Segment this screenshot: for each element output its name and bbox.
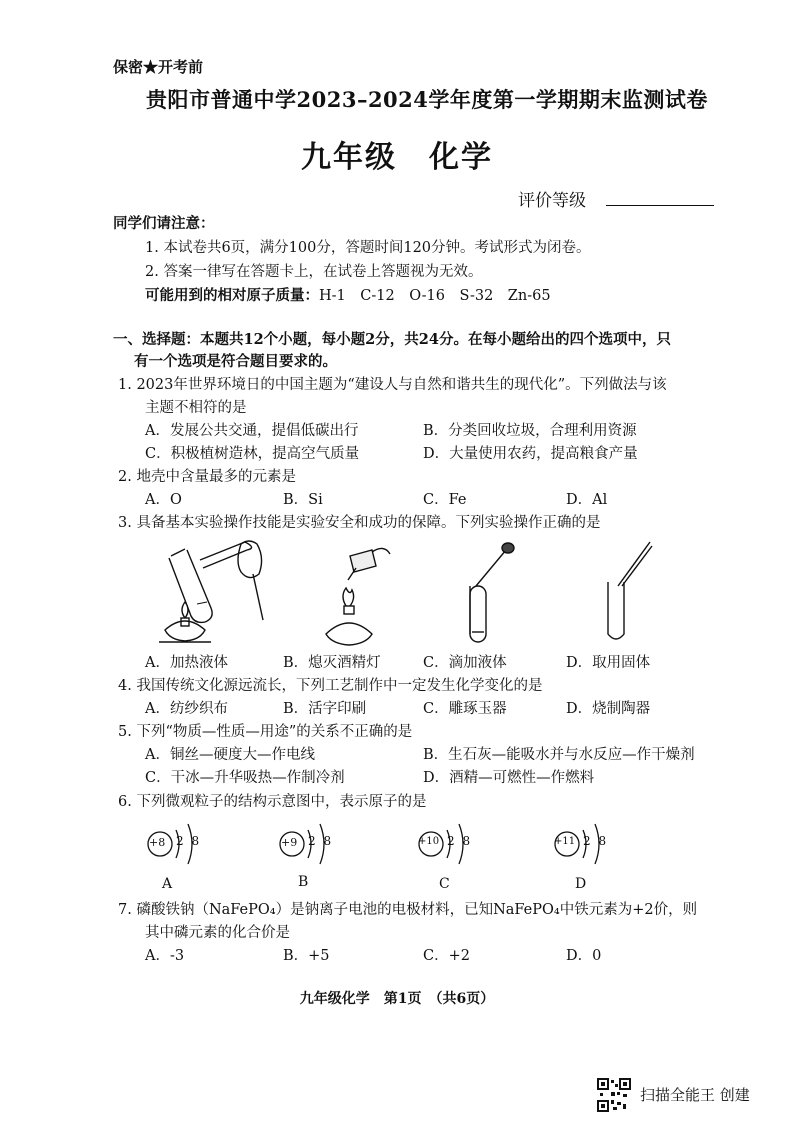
grade-blank <box>606 205 714 206</box>
q1-option-a[interactable]: A．发展公共交通，提倡低碳出行 <box>145 423 359 439</box>
q1-option-d[interactable]: D．大量使用农药，提高粮食产量 <box>423 446 638 462</box>
q4-option-a[interactable]: A．纺纱织布 <box>145 701 228 717</box>
atom-diagram-d[interactable] <box>553 822 623 892</box>
electron-shells: 2 8 <box>583 834 607 848</box>
atomic-mass-line <box>145 286 551 306</box>
q7-option-c[interactable]: C．+2 <box>423 948 470 964</box>
notice-item: 1. 本试卷共6页，满分100分，答题时间120分钟。考试形式为闭卷。 <box>145 240 591 256</box>
grade-label: 评价等级 <box>518 191 586 211</box>
qr-code-icon <box>597 1078 631 1112</box>
atom-diagram-c[interactable] <box>417 822 487 892</box>
question-1-stem: 1. 2023年世界环境日的中国主题为“建设人与自然和谐共生的现代化”。下列做法与该 <box>118 377 667 393</box>
page-footer: 九年级化学 第1页 （共6页） <box>299 991 495 1007</box>
atom-diagram-b[interactable] <box>278 822 348 892</box>
q2-option-b[interactable]: B．Si <box>283 492 323 508</box>
q5-option-d[interactable]: D．酒精—可燃性—作燃料 <box>423 770 595 786</box>
q7-option-b[interactable]: B．+5 <box>283 948 330 964</box>
diagram-label: A <box>162 876 173 892</box>
atomic-mass-label: 可能用到的相对原子质量： <box>145 287 319 304</box>
question-3-stem: 3. 具备基本实验操作技能是实验安全和成功的保障。下列实验操作正确的是 <box>118 515 601 531</box>
q4-option-b[interactable]: B．活字印刷 <box>283 701 367 717</box>
q2-option-d[interactable]: D．Al <box>566 492 608 508</box>
atom-diagram-a[interactable] <box>146 822 216 892</box>
scanner-watermark: 扫描全能王 创建 <box>640 1086 750 1104</box>
question-7-stem: 7. 磷酸铁钠（NaFePO₄）是钠离子电池的电极材料，已知NaFePO₄中铁元素为+2价，则 <box>118 902 698 918</box>
q3-option-d[interactable]: D．取用固体 <box>566 655 651 671</box>
electron-shells: 2 8 <box>176 834 200 848</box>
notice-title: 同学们请注意： <box>113 215 215 232</box>
q5-option-b[interactable]: B．生石灰—能吸水并与水反应—作干燥剂 <box>423 747 695 763</box>
diagram-label: C <box>439 876 450 892</box>
section-heading-cont: 有一个选项是符合题目要求的。 <box>134 353 337 370</box>
q1-option-b[interactable]: B．分类回收垃圾，合理利用资源 <box>423 423 637 439</box>
nucleus-charge: +10 <box>418 836 440 847</box>
section-heading: 一、选择题：本题共12个小题，每小题2分，共24分。在每小题给出的四个选项中，只 <box>113 331 671 348</box>
q7-option-a[interactable]: A．-3 <box>145 948 185 964</box>
q5-option-c[interactable]: C．干冰—升华吸热—作制冷剂 <box>145 770 345 786</box>
figure-taking-solid <box>600 538 660 646</box>
notice-item: 2. 答案一律写在答题卡上，在试卷上答题视为无效。 <box>145 264 483 280</box>
question-1-stem-cont: 主题不相符的是 <box>145 400 247 416</box>
nucleus-charge: +8 <box>149 836 166 849</box>
q3-option-a[interactable]: A．加热液体 <box>145 655 228 671</box>
atomic-mass-values: H-1 C-12 O-16 S-32 Zn-65 <box>319 288 551 304</box>
question-7-stem-cont: 其中磷元素的化合价是 <box>145 925 290 941</box>
diagram-label: D <box>575 876 587 892</box>
question-4-stem: 4. 我国传统文化源远流长，下列工艺制作中一定发生化学变化的是 <box>118 678 543 694</box>
figure-extinguish-lamp <box>320 540 400 648</box>
q3-option-b[interactable]: B．熄灭酒精灯 <box>283 655 381 671</box>
subject-title: 九年级 化学 <box>301 140 493 175</box>
q3-option-c[interactable]: C．滴加液体 <box>423 655 507 671</box>
diagram-label: B <box>298 874 309 890</box>
q2-option-a[interactable]: A．O <box>145 492 182 508</box>
confidential-mark: 保密★开考前 <box>113 58 204 76</box>
q2-option-c[interactable]: C．Fe <box>423 492 467 508</box>
q4-option-c[interactable]: C．雕琢玉器 <box>423 701 507 717</box>
electron-shells: 2 8 <box>447 834 471 848</box>
electron-shells: 2 8 <box>308 834 332 848</box>
q1-option-c[interactable]: C．积极植树造林，提高空气质量 <box>145 446 360 462</box>
question-2-stem: 2. 地壳中含量最多的元素是 <box>118 469 296 485</box>
q5-option-a[interactable]: A．铜丝—硬度大—作电线 <box>145 747 315 763</box>
q7-option-d[interactable]: D．0 <box>566 948 602 964</box>
nucleus-charge: +9 <box>281 836 298 849</box>
exam-title: 贵阳市普通中学2023–2024学年度第一学期期末监测试卷 <box>146 87 708 112</box>
figure-heating-liquid <box>145 538 275 648</box>
q4-option-d[interactable]: D．烧制陶器 <box>566 701 651 717</box>
question-5-stem: 5. 下列“物质—性质—用途”的关系不正确的是 <box>118 724 413 740</box>
figure-adding-liquid <box>462 542 522 646</box>
question-6-stem: 6. 下列微观粒子的结构示意图中，表示原子的是 <box>118 794 427 810</box>
nucleus-charge: +11 <box>554 836 576 847</box>
